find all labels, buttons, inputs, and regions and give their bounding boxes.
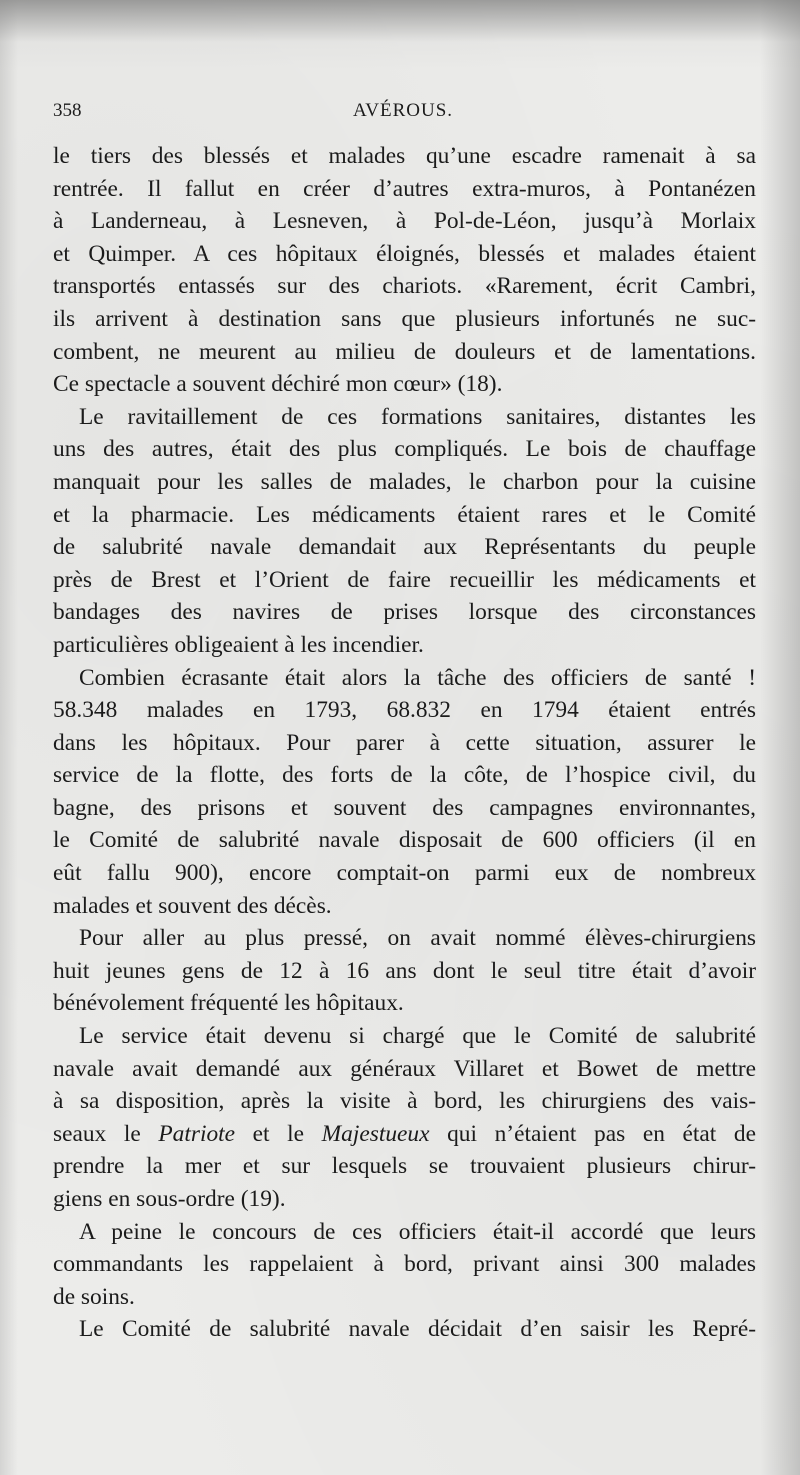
text-line: à Landerneau, à Lesneven, à Pol-de-Léon, jusqu’à Morlaix <box>53 208 756 235</box>
text-line: bandages des navires de prises lorsque des circonstances <box>53 599 756 626</box>
running-head: AVÉROUS. <box>352 100 454 121</box>
text-line: 58.348 malades en 1793, 68.832 en 1794 étaient entrés <box>53 697 756 724</box>
text-line: près de Brest et l’Orient de faire recueillir les médicaments et <box>53 566 756 593</box>
paragraph <box>53 1216 756 1314</box>
text-line: manquait pour les salles de malades, le charbon pour la cuisine <box>53 468 756 495</box>
text-line: Combien écrasante était alors la tâche des officiers de santé ! <box>79 664 756 691</box>
text-line: giens en sous-ordre (19). <box>53 1186 286 1212</box>
text-line: Le service était devenu si chargé que le Comité de salubrité <box>79 1023 756 1050</box>
scan-shadow-left <box>0 0 18 1475</box>
text-line: à sa disposition, après la visite à bord, les chirurgiens des vais- <box>53 1088 756 1115</box>
text-line: ils arrivent à destination sans que plusieurs infortunés ne suc- <box>53 305 756 332</box>
text-line: commandants les rappelaient à bord, privant ainsi 300 malades <box>53 1251 756 1278</box>
page-header <box>53 100 753 134</box>
text-line: A peine le concours de ces officiers était-il accordé que leurs <box>79 1218 756 1245</box>
text-line: et la pharmacie. Les médicaments étaient rares et le Comité <box>53 501 756 528</box>
text-line: bagne, des prisons et souvent des campagnes environnantes, <box>53 794 756 821</box>
text-line: seaux le Patriote et le Majestueux qui n’étaient pas en état de <box>53 1120 756 1147</box>
text-line: prendre la mer et sur lesquels se trouvaient plusieurs chirur- <box>53 1153 756 1180</box>
text-line: Le ravitaillement de ces formations sanitaires, distantes les <box>79 403 756 430</box>
text-line: rentrée. Il fallut en créer d’autres extra-muros, à Pontanézen <box>53 175 756 202</box>
text-line: le Comité de salubrité navale disposait de 600 officiers (il en <box>53 827 756 854</box>
text-line: Pour aller au plus pressé, on avait nommé élèves-chirurgiens <box>79 925 756 952</box>
paragraph <box>53 922 756 1020</box>
scan-shadow-top <box>0 0 800 70</box>
text-line: dans les hôpitaux. Pour parer à cette situation, assurer le <box>53 729 756 756</box>
text-line: le tiers des blessés et malades qu’une escadre ramenait à sa <box>53 143 756 169</box>
text-line: eût fallu 900), encore comptait-on parmi eux de nombreux <box>53 860 756 887</box>
text-line: transportés entassés sur des chariots. «Rarement, écrit Cambri, <box>53 273 756 300</box>
ship-name: Patriote <box>158 1120 236 1147</box>
paragraph <box>53 401 756 662</box>
text-line: uns des autres, était des plus compliqués. Le bois de chauffage <box>53 436 756 463</box>
text-line: combent, ne meurent au milieu de douleurs et de lamentations. <box>53 338 756 365</box>
text-line: Ce spectacle a souvent déchiré mon cœur» (18). <box>53 371 503 398</box>
text-line: malades et souvent des décès. <box>53 892 332 919</box>
scan-shadow-right <box>760 0 800 1475</box>
text-line: Le Comité de salubrité navale décidait d’en saisir les Repré- <box>79 1316 756 1343</box>
text-line: service de la flotte, des forts de la côte, de l’hospice civil, du <box>53 762 756 789</box>
body-text <box>53 140 756 1346</box>
text-line: particulières obligeaient à les incendier. <box>53 631 424 658</box>
text-line: de soins. <box>53 1283 135 1310</box>
text-line: navale avait demandé aux généraux Villaret et Bowet de mettre <box>53 1055 756 1082</box>
ship-name: Majestueux <box>321 1120 430 1147</box>
text-line: de salubrité navale demandait aux Représentants du peuple <box>53 534 756 561</box>
paragraph <box>53 1020 756 1216</box>
paragraph <box>53 140 756 401</box>
paragraph <box>53 1313 756 1346</box>
text-line: huit jeunes gens de 12 à 16 ans dont le seul titre était d’avoir <box>53 957 756 984</box>
text-line: et Quimper. A ces hôpitaux éloignés, blessés et malades étaient <box>53 240 756 267</box>
paragraph <box>53 662 756 923</box>
page-number: 358 <box>53 100 82 121</box>
text-line: bénévolement fréquenté les hôpitaux. <box>53 990 404 1017</box>
